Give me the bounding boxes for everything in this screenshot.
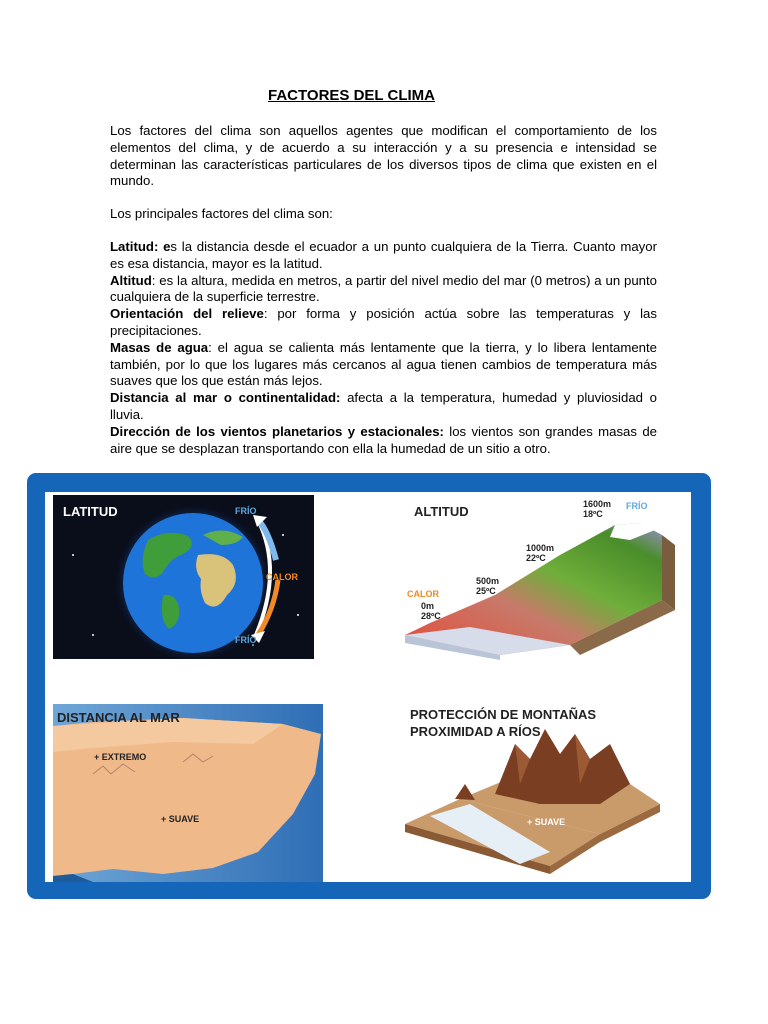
latitud-cold-top-label: FRÍO: [235, 506, 257, 516]
lead-paragraph: Los principales factores del clima son:: [110, 206, 333, 222]
latitud-figure: [53, 495, 314, 659]
level-temp: 18ºC: [583, 509, 603, 519]
level-alt: 500m: [476, 576, 500, 586]
factor-text: afecta a la temperatura, humedad y pluviosidad o lluvia.: [110, 390, 657, 422]
level-temp: 25ºC: [476, 586, 496, 596]
proteccion-figure: [400, 704, 685, 882]
altitud-figure: [400, 495, 685, 665]
latitud-title: LATITUD: [63, 504, 118, 519]
proteccion-title-line1: PROTECCIÓN DE MONTAÑAS: [410, 707, 597, 722]
factor-text: : es la altura, medida en metros, a partir del nivel medio del mar (0 metros) a un punto cualquiera de la superficie terrestre.: [110, 272, 657, 305]
level-alt: 1600m: [583, 499, 612, 509]
altitud-level-500: [476, 576, 499, 596]
altitud-warm-label: CALOR: [407, 589, 439, 599]
altitud-level-1600: [583, 499, 611, 519]
factor-term: Dirección de los vientos planetarios y estacionales:: [110, 423, 444, 439]
mountain-slope-illustration: [400, 495, 685, 665]
factor-relieve: [110, 306, 657, 340]
distancia-extreme-label: + EXTREMO: [94, 752, 147, 762]
factor-term: Masas de agua: [110, 339, 209, 355]
proteccion-title-line2: PROXIMIDAD A RÍOS: [410, 724, 541, 739]
factor-term: Latitud: e: [110, 238, 171, 254]
factor-term: Distancia al mar o continentalidad:: [110, 390, 341, 406]
factor-term: Orientación del relieve: [110, 306, 264, 322]
factor-vientos: [110, 424, 657, 458]
level-temp: 22ºC: [526, 553, 546, 563]
altitud-cold-label: FRÍO: [626, 501, 648, 511]
factor-term: Altitud: [110, 272, 152, 288]
factor-text: : por forma y posición actúa sobre las temperaturas y las precipitaciones.: [110, 306, 657, 338]
factor-text: : el agua se calienta más lentamente que la tierra, y lo libera lentamente también, por lo que los lugares más cercanos al agua tienen cambios de temperatura más suaves que los que están más lejos.: [110, 339, 657, 389]
infographic-frame: [27, 473, 711, 899]
body-text: [110, 123, 657, 457]
level-alt: 1000m: [526, 543, 555, 553]
factor-latitud: [110, 239, 657, 273]
distancia-title: DISTANCIA AL MAR: [57, 710, 180, 725]
factor-masas-agua: [110, 340, 657, 390]
factor-text: s la distancia desde el ecuador a un punto cualquiera de la Tierra. Cuanto mayor es esa distancia, mayor es la latitud.: [110, 238, 657, 271]
altitud-title: ALTITUD: [414, 504, 469, 519]
intro-paragraph: Los factores del clima son aquellos agentes que modifican el comportamiento de los elementos del clima, y de acuerdo a su interacción y a su presencia e intensidad se determinan las características particulares de los diversos tipos de clima que existen en el mundo.: [110, 123, 657, 189]
latitud-warm-label: CALOR: [266, 572, 298, 582]
factor-distancia-mar: [110, 390, 657, 424]
level-temp: 28ºC: [421, 611, 441, 621]
page-title: FACTORES DEL CLIMA: [268, 87, 435, 104]
proteccion-title: [410, 706, 596, 740]
latitud-cold-bottom-label: FRÍO: [235, 635, 257, 645]
distancia-figure: [53, 704, 323, 882]
proteccion-mild-label: + SUAVE: [527, 817, 566, 827]
level-alt: 0m: [421, 601, 435, 611]
factor-altitud: [110, 273, 657, 307]
coastline-illustration: [53, 704, 323, 882]
distancia-mild-label: + SUAVE: [161, 814, 200, 824]
factor-text: los vientos son grandes masas de aire que se desplazan transportando con ella la humedad de un sitio a otro.: [110, 423, 657, 456]
infographic-panel: [45, 492, 691, 882]
altitud-level-1000: [526, 543, 554, 563]
altitud-level-0: [421, 601, 441, 621]
